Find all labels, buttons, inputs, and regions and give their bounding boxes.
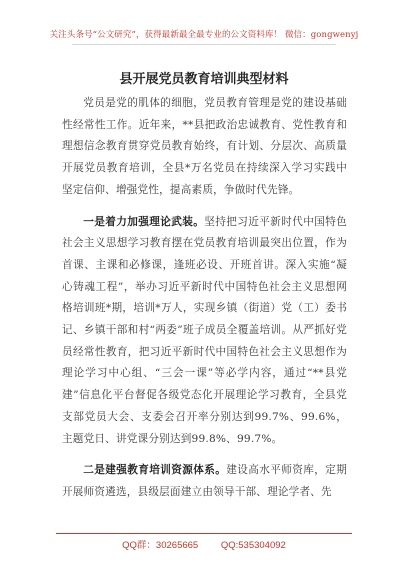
footer xyxy=(0,537,408,551)
paragraph-lead: 一是着力加强理论武装。 xyxy=(83,215,205,228)
paragraph-theory xyxy=(62,212,347,451)
paragraph-text: 建设高水平师资库，定期开展师资遴选，县级层面建立由领导干部、理论学者、先 xyxy=(62,464,347,498)
paragraph-text: 坚持把习近平新时代中国特色社会主义思想学习教育摆在党员教育培训最突出位置，作为首课、主课和必修课，逢班必设、开班首讲。深入实施“凝心铸魂工程”，举办习近平新时代中国特色社会主义思想网格培训班*期，培训*万人，实现乡镇（街道）党（工）委书记、乡镇干部和村“两委”班子成员全覆盖培训。从严抓好党员经常性教育，把习近平新时代中国特色社会主义思想作为理论学习中心组、“三会一课”等必学内容，通过“**县党建”信息化平台督促各级党态化开展理论学习教育，全县党支部党员大会、支委会召开率分别达到99.7%、99.6%，主题党日、讲党课分别达到99.8%、99.7%。 xyxy=(62,215,347,445)
footer-qq: QQ:535304092 xyxy=(220,540,286,551)
footer-qq-group: QQ群：30265665 xyxy=(122,540,199,551)
document-body xyxy=(62,93,347,514)
paragraph-intro xyxy=(62,93,347,202)
header-note: 关注头条号“公文研究”，获得最新最全最专业的公文资料库！ 微信：gongwenyj xyxy=(49,30,359,40)
footer-divider xyxy=(56,533,352,534)
paragraph-text: 党员是党的肌体的细胞，党员教育管理是党的建设基础性经常性工作。近年来，**县把政治忠诚教育、党性教育和理想信念教育贯穿党员教育始终，有计划、分层次、高质量开展党员教育培训，全县*万名党员在持续深入学习实践中坚定信仰、增强党性，提高素质，争做时代先锋。 xyxy=(62,97,347,196)
document-title: 县开展党员教育培训典型材料 xyxy=(119,72,289,87)
paragraph-lead: 二是建强教育培训资源体系。 xyxy=(83,464,227,477)
paragraph-resources xyxy=(62,460,347,503)
header-divider xyxy=(72,44,336,45)
